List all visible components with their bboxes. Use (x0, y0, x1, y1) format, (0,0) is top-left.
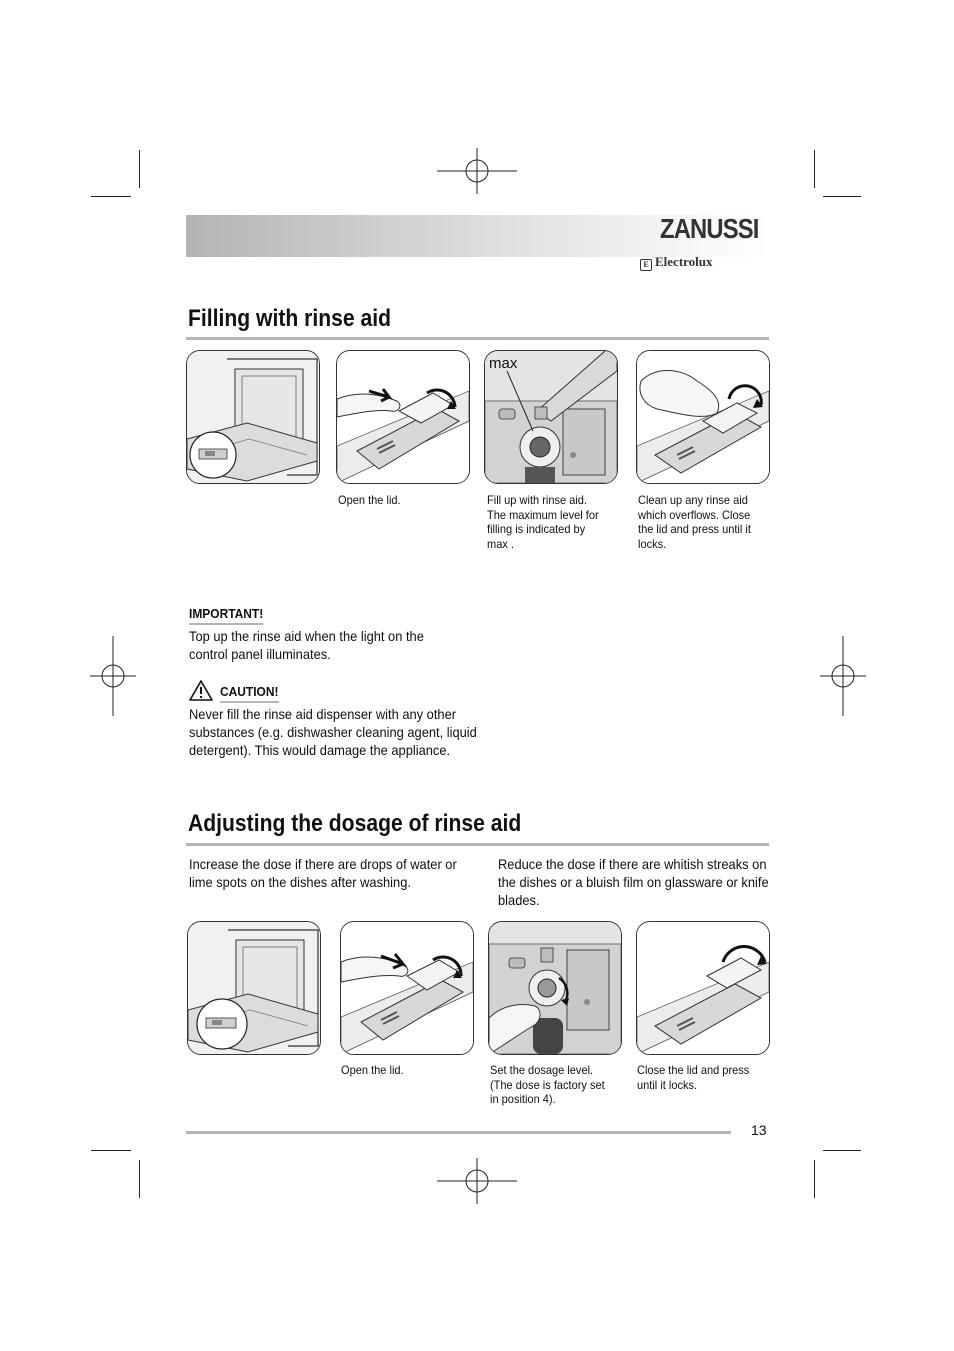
crop-mark (814, 1160, 815, 1198)
caution-label: CAUTION! (220, 684, 278, 703)
figure-close-lid (636, 921, 770, 1055)
caption-open-lid-2: Open the lid. (341, 1063, 404, 1077)
electrolux-icon: E (640, 259, 652, 271)
crop-mark (823, 1150, 861, 1151)
figure-dishwasher-open (186, 350, 320, 484)
important-text: Top up the rinse aid when the light on the control panel illuminates. (189, 628, 424, 662)
section-title-filling: Filling with rinse aid (188, 305, 392, 332)
crop-mark (91, 196, 131, 197)
crop-mark (139, 150, 140, 188)
reduce-dose-text: Reduce the dose if there are whitish streaks on the dishes or a bluish film on glassware or knife blades. (498, 856, 769, 908)
registration-mark-icon (90, 636, 136, 716)
crop-mark (814, 150, 815, 188)
caption-set-dosage: Set the dosage level. (The dose is factory set in position 4). (490, 1063, 605, 1106)
caution-text: Never fill the rinse aid dispenser with any other substances (e.g. dishwasher cleaning agent, liquid detergent). This would damage the appliance. (189, 706, 477, 758)
figure-clean-close-lid (636, 350, 770, 484)
section-rule (186, 337, 769, 340)
figure-fill-rinse-aid (484, 350, 618, 484)
important-label: IMPORTANT! (189, 606, 263, 625)
figure-set-dosage (488, 921, 622, 1055)
page-number: 13 (751, 1122, 767, 1138)
sub-brand-name: Electrolux (655, 254, 713, 269)
crop-mark (823, 196, 861, 197)
section-title-dosage: Adjusting the dosage of rinse aid (188, 810, 522, 837)
section-rule (186, 843, 769, 846)
registration-mark-icon (820, 636, 866, 716)
footer-rule (186, 1131, 731, 1134)
caption-fill-up: Fill up with rinse aid. The maximum level for filling is indicated by max . (487, 493, 599, 551)
crop-mark (91, 1150, 131, 1151)
registration-mark-icon (437, 1158, 517, 1204)
sub-brand-logo (640, 254, 713, 271)
crop-mark (139, 1160, 140, 1198)
figure-open-lid (336, 350, 470, 484)
increase-dose-text: Increase the dose if there are drops of water or lime spots on the dishes after washing. (189, 856, 457, 890)
brand-logo: ZANUSSI (660, 213, 759, 244)
caption-close-lid: Close the lid and press until it locks. (637, 1063, 750, 1092)
warning-triangle-icon (189, 680, 213, 701)
max-label: max (489, 355, 518, 372)
registration-mark-icon (437, 148, 517, 194)
caption-clean-up: Clean up any rinse aid which overflows. Close the lid and press until it locks. (638, 493, 751, 551)
caption-open-lid: Open the lid. (338, 493, 401, 507)
figure-open-lid-2 (340, 921, 474, 1055)
figure-dishwasher-open-2 (187, 921, 321, 1055)
